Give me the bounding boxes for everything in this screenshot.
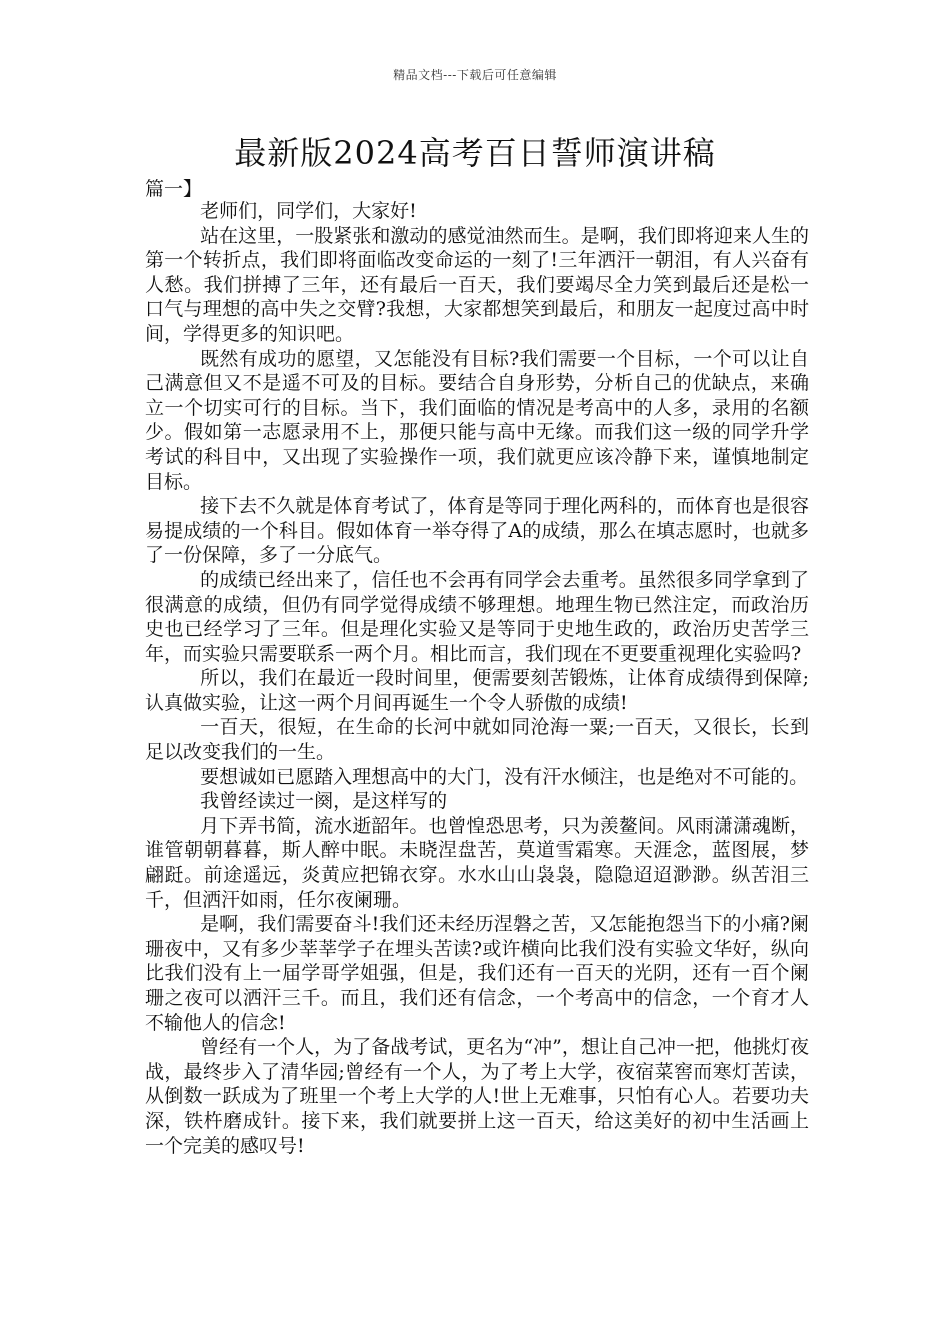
paragraph: 既然有成功的愿望，又怎能没有目标?我们需要一个目标，一个可以让自己满意但又不是遥不可及的目标。要结合自身形势，分析自己的优缺点，来确立一个切实可行的目标。当下，我们面临的情况是考高中的人多，录用的名额少。假如第一志愿录用不上，那便只能与高中无缘。而我们这一级的同学升学考试的科目中，又出现了实验操作一项，我们就更应该冷静下来，谨慎地制定目标。 xyxy=(145,347,809,493)
header-note: 精品文档---下载后可任意编辑 xyxy=(393,68,557,82)
paragraph: 要想诚如已愿踏入理想高中的大门，没有汗水倾注，也是绝对不可能的。 xyxy=(200,765,809,788)
paragraph: 站在这里，一股紧张和激动的感觉油然而生。是啊，我们即将迎来人生的第一个转折点，我们即将面临改变命运的一刻了!三年洒汗一朝泪，有人兴奋有人愁。我们拼搏了三年，还有最后一百天，我们要竭尽全力笑到最后还是松一口气与理想的高中失之交臂?我想，大家都想笑到最后，和朋友一起度过高中时间，学得更多的知识吧。 xyxy=(145,224,809,345)
paragraph: 我曾经读过一阕，是这样写的 xyxy=(200,790,448,813)
section-label: 篇一】 xyxy=(145,178,203,200)
document-body xyxy=(145,199,809,1158)
paragraph: 曾经有一个人，为了备战考试，更名为“冲”，想让自己冲一把，他挑灯夜战，最终步入了清华园;曾经有一个人，为了考上大学，夜宿菜窖而寒灯苦读，从倒数一跃成为了班里一个考上大学的人!世上无难事，只怕有心人。若要功夫深，铁杵磨成针。接下来，我们就要拼上这一百天，给这美好的初中生活画上一个完美的感叹号! xyxy=(145,1036,809,1157)
paragraph: 所以，我们在最近一段时间里，便需要刻苦锻炼，让体育成绩得到保障;认真做实验，让这一两个月间再诞生一个令人骄傲的成绩! xyxy=(145,667,809,714)
paragraph: 老师们，同学们，大家好! xyxy=(200,200,417,222)
paragraph: 接下去不久就是体育考试了，体育是等同于理化两科的，而体育也是很容易提成绩的一个科目。假如体育一举夺得了A的成绩，那么在填志愿时，也就多了一份保障，多了一分底气。 xyxy=(145,495,809,567)
paragraph: 的成绩已经出来了，信任也不会再有同学会去重考。虽然很多同学拿到了很满意的成绩，但仍有同学觉得成绩不够理想。地理生物已然注定，而政治历史也已经学习了三年。但是理化实验又是等同于史地生政的，政治历史苦学三年，而实验只需要联系一两个月。相比而言，我们现在不更要重视理化实验吗? xyxy=(145,568,809,665)
paragraph: 一百天，很短，在生命的长河中就如同沧海一粟;一百天，又很长，长到足以改变我们的一生。 xyxy=(145,716,809,764)
paragraph: 是啊，我们需要奋斗!我们还未经历涅磐之苦，又怎能抱怨当下的小痛?阑珊夜中，又有多少莘莘学子在埋头苦读?或许横向比我们没有实验文华好，纵向比我们没有上一届学哥学姐强，但是，我们还有一百天的光阴，还有一百个阑珊之夜可以洒汗三千。而且，我们还有信念，一个考高中的信念，一个育才人不输他人的信念! xyxy=(145,913,809,1034)
paragraph: 月下弄书简，流水逝韶年。也曾惶恐思考，只为羡鳌间。风雨潇潇魂断，谁管朝朝暮暮，斯人醉中眠。未晓涅盘苦，莫道雪霜寒。天涯念，蓝图展，梦翩跹。前途遥远，炎黄应把锦衣穿。水水山山袅袅，隐隐迢迢渺渺。纵苦泪三千，但洒汗如雨，任尔夜阑珊。 xyxy=(145,814,809,911)
document-title: 最新版2024高考百日誓师演讲稿 xyxy=(234,134,716,172)
